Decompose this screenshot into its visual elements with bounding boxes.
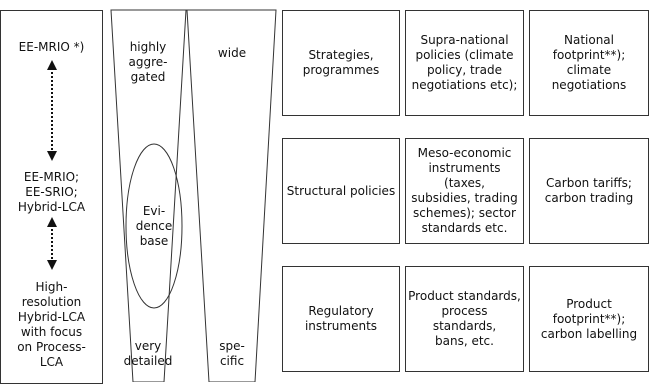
scope-bottom-label: spe- cific xyxy=(219,339,245,368)
policy-box-strategies: Strategies, programmes xyxy=(282,10,400,116)
example-box-national-footprint: National footprint**); climate negotiations xyxy=(529,10,649,116)
level-middle-label: EE-MRIO; EE-SRIO; Hybrid-LCA xyxy=(17,170,86,214)
instrument-box-product-standards: Product standards, process standards, bans, etc. xyxy=(405,266,524,372)
example-box-carbon-tariffs: Carbon tariffs; carbon trading xyxy=(529,138,649,244)
aggregation-top-label: highly aggre- gated xyxy=(128,40,168,84)
scope-top-label: wide xyxy=(217,46,247,60)
policy-box-structural: Structural policies xyxy=(282,138,400,244)
double-arrow-upper xyxy=(47,60,57,161)
aggregation-bottom-label: very detailed xyxy=(123,339,173,368)
level-top-label: EE-MRIO *) xyxy=(18,40,85,54)
scope-funnel xyxy=(187,10,276,382)
example-box-product-footprint: Product footprint**); carbon labelling xyxy=(529,266,649,372)
instrument-box-supranational: Supra-national policies (climate policy, trade negotiations etc); xyxy=(405,10,524,116)
instrument-box-meso-economic: Meso-economic instruments (taxes, subsidies, trading schemes); sector standards etc. xyxy=(405,138,524,244)
level-bottom-label: High- resolution Hybrid-LCA with focus on Process- LCA xyxy=(17,280,86,369)
evidence-base-label: Evi- dence base xyxy=(135,204,173,248)
policy-box-regulatory: Regulatory instruments xyxy=(282,266,400,372)
double-arrow-lower xyxy=(47,217,57,270)
